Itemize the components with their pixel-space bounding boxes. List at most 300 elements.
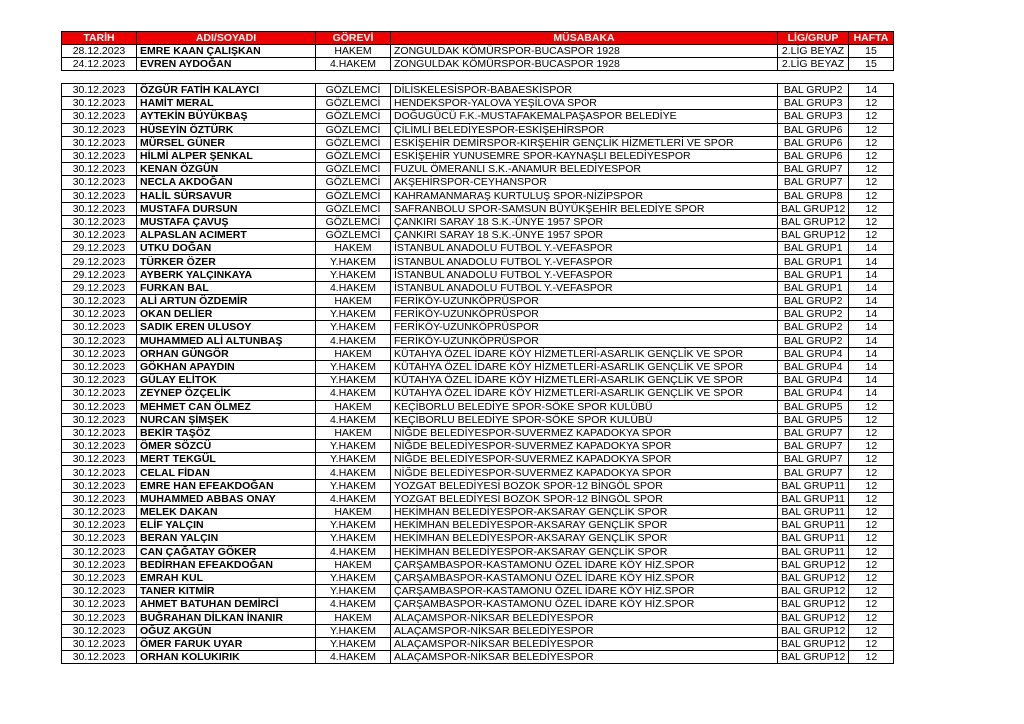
table-row: [62, 360, 894, 373]
date-cell: 30.12.2023: [62, 506, 137, 519]
role-cell: GÖZLEMCİ: [316, 189, 391, 202]
match-cell: NİĞDE BELEDİYESPOR-SUVERMEZ KAPADOKYA SPOR: [391, 440, 778, 453]
name-cell: AYTEKİN BÜYÜKBAŞ: [137, 110, 316, 123]
table-row: [62, 400, 894, 413]
date-cell: 30.12.2023: [62, 84, 137, 97]
week-cell: 12: [849, 229, 894, 242]
assignments-header-table: [61, 31, 894, 71]
match-cell: DOĞUGÜCÜ F.K.-MUSTAFAKEMALPAŞASPOR BELEDİYE: [391, 110, 778, 123]
header-row: [62, 32, 894, 45]
match-cell: ZONGULDAK KÖMÜRSPOR-BUCASPOR 1928: [391, 45, 778, 58]
match-cell: KEÇİBORLU BELEDİYE SPOR-SÖKE SPOR KULÜBÜ: [391, 413, 778, 426]
date-cell: 24.12.2023: [62, 58, 137, 71]
date-cell: 30.12.2023: [62, 136, 137, 149]
match-cell: HEKİMHAN BELEDİYESPOR-AKSARAY GENÇLİK SPOR: [391, 545, 778, 558]
role-cell: GÖZLEMCİ: [316, 229, 391, 242]
role-cell: GÖZLEMCİ: [316, 123, 391, 136]
lig-cell: BAL GRUP12: [778, 571, 849, 584]
table-row: [62, 308, 894, 321]
week-cell: 14: [849, 255, 894, 268]
role-cell: Y.HAKEM: [316, 308, 391, 321]
week-cell: 12: [849, 440, 894, 453]
name-cell: ORHAN KOLUKIRIK: [137, 651, 316, 664]
week-cell: 14: [849, 281, 894, 294]
name-cell: AYBERK YALÇINKAYA: [137, 268, 316, 281]
lig-cell: BAL GRUP11: [778, 545, 849, 558]
name-cell: EMRE KAAN ÇALIŞKAN: [137, 45, 316, 58]
name-cell: EMRE HAN EFEAKDOĞAN: [137, 479, 316, 492]
week-cell: 12: [849, 215, 894, 228]
lig-cell: BAL GRUP1: [778, 281, 849, 294]
table-row: [62, 84, 894, 97]
match-cell: HENDEKSPOR-YALOVA YEŞİLOVA SPOR: [391, 97, 778, 110]
week-cell: 12: [849, 97, 894, 110]
name-cell: HAMİT MERAL: [137, 97, 316, 110]
table-row: [62, 492, 894, 505]
role-cell: HAKEM: [316, 400, 391, 413]
week-cell: 12: [849, 585, 894, 598]
lig-cell: BAL GRUP1: [778, 268, 849, 281]
date-cell: 30.12.2023: [62, 387, 137, 400]
date-cell: 30.12.2023: [62, 440, 137, 453]
name-cell: TÜRKER ÖZER: [137, 255, 316, 268]
date-cell: 29.12.2023: [62, 268, 137, 281]
lig-cell: BAL GRUP5: [778, 413, 849, 426]
table-row: [62, 321, 894, 334]
name-cell: ALİ ARTUN ÖZDEMİR: [137, 295, 316, 308]
date-cell: 30.12.2023: [62, 651, 137, 664]
date-cell: 30.12.2023: [62, 585, 137, 598]
lig-cell: BAL GRUP2: [778, 321, 849, 334]
date-cell: 30.12.2023: [62, 545, 137, 558]
date-cell: 30.12.2023: [62, 466, 137, 479]
name-cell: NECLA AKDOĞAN: [137, 176, 316, 189]
date-cell: 28.12.2023: [62, 45, 137, 58]
date-cell: 29.12.2023: [62, 281, 137, 294]
lig-cell: BAL GRUP7: [778, 466, 849, 479]
table-row: [62, 637, 894, 650]
match-cell: ÇİLİMLİ BELEDİYESPOR-ESKİŞEHİRSPOR: [391, 123, 778, 136]
lig-cell: BAL GRUP12: [778, 624, 849, 637]
date-cell: 30.12.2023: [62, 492, 137, 505]
lig-cell: BAL GRUP12: [778, 229, 849, 242]
table-row: [62, 519, 894, 532]
match-cell: ALAÇAMSPOR-NİKSAR BELEDİYESPOR: [391, 651, 778, 664]
date-cell: 30.12.2023: [62, 110, 137, 123]
lig-cell: BAL GRUP4: [778, 360, 849, 373]
date-cell: 30.12.2023: [62, 321, 137, 334]
date-cell: 30.12.2023: [62, 637, 137, 650]
match-cell: ALAÇAMSPOR-NİKSAR BELEDİYESPOR: [391, 637, 778, 650]
table-row: [62, 242, 894, 255]
date-cell: 30.12.2023: [62, 453, 137, 466]
header-name: ADI/SOYADI: [137, 32, 316, 45]
role-cell: 4.HAKEM: [316, 387, 391, 400]
role-cell: 4.HAKEM: [316, 413, 391, 426]
date-cell: 30.12.2023: [62, 189, 137, 202]
match-cell: NİĞDE BELEDİYESPOR-SUVERMEZ KAPADOKYA SPOR: [391, 453, 778, 466]
role-cell: GÖZLEMCİ: [316, 136, 391, 149]
lig-cell: BAL GRUP3: [778, 110, 849, 123]
lig-cell: BAL GRUP4: [778, 387, 849, 400]
name-cell: ORHAN GÜNGÖR: [137, 347, 316, 360]
role-cell: Y.HAKEM: [316, 532, 391, 545]
week-cell: 14: [849, 387, 894, 400]
match-cell: YOZGAT BELEDİYESİ BOZOK SPOR-12 BİNGÖL SPOR: [391, 492, 778, 505]
name-cell: KENAN ÖZGÜN: [137, 163, 316, 176]
name-cell: UTKU DOĞAN: [137, 242, 316, 255]
week-cell: 12: [849, 466, 894, 479]
name-cell: BEDİRHAN EFEAKDOĞAN: [137, 558, 316, 571]
table-row: [62, 97, 894, 110]
role-cell: HAKEM: [316, 506, 391, 519]
table-row: [62, 545, 894, 558]
lig-cell: BAL GRUP12: [778, 637, 849, 650]
table-row: [62, 189, 894, 202]
match-cell: NİĞDE BELEDİYESPOR-SUVERMEZ KAPADOKYA SPOR: [391, 426, 778, 439]
name-cell: ELİF YALÇIN: [137, 519, 316, 532]
table-row: [62, 558, 894, 571]
name-cell: ÖMER SÖZCÜ: [137, 440, 316, 453]
week-cell: 12: [849, 149, 894, 162]
lig-cell: BAL GRUP11: [778, 479, 849, 492]
role-cell: HAKEM: [316, 426, 391, 439]
week-cell: 14: [849, 321, 894, 334]
week-cell: 15: [849, 45, 894, 58]
match-cell: ÇARŞAMBASPOR-KASTAMONU ÖZEL İDARE KÖY HİZ.SPOR: [391, 598, 778, 611]
role-cell: GÖZLEMCİ: [316, 163, 391, 176]
role-cell: HAKEM: [316, 558, 391, 571]
table-row: [62, 123, 894, 136]
date-cell: 30.12.2023: [62, 598, 137, 611]
table-row: [62, 295, 894, 308]
week-cell: 12: [849, 413, 894, 426]
table-row: [62, 281, 894, 294]
match-cell: ÇARŞAMBASPOR-KASTAMONU ÖZEL İDARE KÖY HİZ.SPOR: [391, 571, 778, 584]
week-cell: 12: [849, 637, 894, 650]
lig-cell: BAL GRUP2: [778, 295, 849, 308]
match-cell: KÜTAHYA ÖZEL İDARE KÖY HİZMETLERİ-ASARLIK GENÇLİK VE SPOR: [391, 347, 778, 360]
lig-cell: BAL GRUP12: [778, 558, 849, 571]
match-cell: KÜTAHYA ÖZEL İDARE KÖY HİZMETLERİ-ASARLIK GENÇLİK VE SPOR: [391, 387, 778, 400]
role-cell: 4.HAKEM: [316, 334, 391, 347]
table-row: [62, 651, 894, 664]
week-cell: 12: [849, 163, 894, 176]
date-cell: 30.12.2023: [62, 149, 137, 162]
week-cell: 14: [849, 334, 894, 347]
lig-cell: BAL GRUP7: [778, 426, 849, 439]
match-cell: FERİKÖY-UZUNKÖPRÜSPOR: [391, 308, 778, 321]
date-cell: 30.12.2023: [62, 215, 137, 228]
week-cell: 12: [849, 571, 894, 584]
lig-cell: BAL GRUP11: [778, 532, 849, 545]
lig-cell: BAL GRUP8: [778, 189, 849, 202]
lig-cell: BAL GRUP1: [778, 242, 849, 255]
role-cell: 4.HAKEM: [316, 281, 391, 294]
name-cell: HÜSEYİN ÖZTÜRK: [137, 123, 316, 136]
role-cell: 4.HAKEM: [316, 492, 391, 505]
week-cell: 12: [849, 400, 894, 413]
date-cell: 30.12.2023: [62, 611, 137, 624]
table-row: [62, 585, 894, 598]
role-cell: GÖZLEMCİ: [316, 176, 391, 189]
name-cell: SADIK EREN ULUSOY: [137, 321, 316, 334]
match-cell: ÇANKIRI SARAY 18 S.K.-ÜNYE 1957 SPOR: [391, 215, 778, 228]
lig-cell: BAL GRUP7: [778, 453, 849, 466]
date-cell: 30.12.2023: [62, 624, 137, 637]
week-cell: 12: [849, 110, 894, 123]
header-week: HAFTA: [849, 32, 894, 45]
date-cell: 30.12.2023: [62, 334, 137, 347]
lig-cell: BAL GRUP11: [778, 492, 849, 505]
name-cell: OĞUZ AKGÜN: [137, 624, 316, 637]
week-cell: 12: [849, 558, 894, 571]
lig-cell: BAL GRUP11: [778, 519, 849, 532]
name-cell: EVREN AYDOĞAN: [137, 58, 316, 71]
table-row: [62, 440, 894, 453]
week-cell: 12: [849, 532, 894, 545]
role-cell: HAKEM: [316, 347, 391, 360]
match-cell: NİĞDE BELEDİYESPOR-SUVERMEZ KAPADOKYA SPOR: [391, 466, 778, 479]
role-cell: Y.HAKEM: [316, 585, 391, 598]
table-row: [62, 163, 894, 176]
match-cell: ALAÇAMSPOR-NİKSAR BELEDİYESPOR: [391, 624, 778, 637]
match-cell: FERİKÖY-UZUNKÖPRÜSPOR: [391, 295, 778, 308]
role-cell: 4.HAKEM: [316, 598, 391, 611]
week-cell: 12: [849, 598, 894, 611]
match-cell: HEKİMHAN BELEDİYESPOR-AKSARAY GENÇLİK SPOR: [391, 532, 778, 545]
match-cell: İSTANBUL ANADOLU FUTBOL Y.-VEFASPOR: [391, 242, 778, 255]
role-cell: 4.HAKEM: [316, 466, 391, 479]
role-cell: GÖZLEMCİ: [316, 84, 391, 97]
role-cell: HAKEM: [316, 45, 391, 58]
role-cell: HAKEM: [316, 242, 391, 255]
role-cell: Y.HAKEM: [316, 519, 391, 532]
lig-cell: BAL GRUP3: [778, 97, 849, 110]
lig-cell: BAL GRUP4: [778, 347, 849, 360]
date-cell: 30.12.2023: [62, 202, 137, 215]
lig-cell: 2.LİG BEYAZ: [778, 58, 849, 71]
date-cell: 30.12.2023: [62, 295, 137, 308]
date-cell: 30.12.2023: [62, 308, 137, 321]
table-row: [62, 136, 894, 149]
name-cell: ZEYNEP ÖZÇELİK: [137, 387, 316, 400]
week-cell: 12: [849, 202, 894, 215]
week-cell: 14: [849, 374, 894, 387]
header-match: MÜSABAKA: [391, 32, 778, 45]
role-cell: Y.HAKEM: [316, 637, 391, 650]
name-cell: BUĞRAHAN DİLKAN İNANIR: [137, 611, 316, 624]
date-cell: 30.12.2023: [62, 360, 137, 373]
table-row: [62, 215, 894, 228]
match-cell: AKŞEHİRSPOR-CEYHANSPOR: [391, 176, 778, 189]
week-cell: 12: [849, 426, 894, 439]
week-cell: 12: [849, 624, 894, 637]
match-cell: DİLİSKELESİSPOR-BABAESKİSPOR: [391, 84, 778, 97]
table-row: [62, 598, 894, 611]
name-cell: MERT TEKGÜL: [137, 453, 316, 466]
table-row: [62, 624, 894, 637]
match-cell: FUZUL ÖMERANLI S.K.-ANAMUR BELEDİYESPOR: [391, 163, 778, 176]
week-cell: 14: [849, 308, 894, 321]
role-cell: Y.HAKEM: [316, 453, 391, 466]
table-row: [62, 149, 894, 162]
date-cell: 30.12.2023: [62, 123, 137, 136]
table-row: [62, 426, 894, 439]
table-row: [62, 255, 894, 268]
name-cell: GÜLAY ELİTOK: [137, 374, 316, 387]
lig-cell: 2.LİG BEYAZ: [778, 45, 849, 58]
lig-cell: BAL GRUP1: [778, 255, 849, 268]
lig-cell: BAL GRUP7: [778, 440, 849, 453]
lig-cell: BAL GRUP4: [778, 374, 849, 387]
date-cell: 30.12.2023: [62, 347, 137, 360]
name-cell: OKAN DELİER: [137, 308, 316, 321]
week-cell: 14: [849, 268, 894, 281]
lig-cell: BAL GRUP12: [778, 202, 849, 215]
table-row: [62, 611, 894, 624]
name-cell: AHMET BATUHAN DEMİRCİ: [137, 598, 316, 611]
week-cell: 12: [849, 479, 894, 492]
role-cell: 4.HAKEM: [316, 58, 391, 71]
lig-cell: BAL GRUP12: [778, 585, 849, 598]
match-cell: ZONGULDAK KÖMÜRSPOR-BUCASPOR 1928: [391, 58, 778, 71]
name-cell: ALPASLAN ACIMERT: [137, 229, 316, 242]
lig-cell: BAL GRUP7: [778, 176, 849, 189]
week-cell: 12: [849, 611, 894, 624]
lig-cell: BAL GRUP12: [778, 651, 849, 664]
week-cell: 12: [849, 176, 894, 189]
match-cell: KÜTAHYA ÖZEL İDARE KÖY HİZMETLERİ-ASARLIK GENÇLİK VE SPOR: [391, 374, 778, 387]
lig-cell: BAL GRUP6: [778, 136, 849, 149]
role-cell: HAKEM: [316, 295, 391, 308]
name-cell: CAN ÇAĞATAY GÖKER: [137, 545, 316, 558]
week-cell: 12: [849, 136, 894, 149]
lig-cell: BAL GRUP11: [778, 506, 849, 519]
week-cell: 12: [849, 189, 894, 202]
header-lig: LİG/GRUP: [778, 32, 849, 45]
table-row: [62, 466, 894, 479]
name-cell: ÖZGÜR FATİH KALAYCI: [137, 84, 316, 97]
match-cell: FERİKÖY-UZUNKÖPRÜSPOR: [391, 321, 778, 334]
match-cell: İSTANBUL ANADOLU FUTBOL Y.-VEFASPOR: [391, 281, 778, 294]
role-cell: 4.HAKEM: [316, 545, 391, 558]
assignments-table: [61, 83, 894, 664]
table-row: [62, 453, 894, 466]
week-cell: 12: [849, 453, 894, 466]
name-cell: EMRAH KUL: [137, 571, 316, 584]
role-cell: Y.HAKEM: [316, 571, 391, 584]
week-cell: 14: [849, 242, 894, 255]
week-cell: 12: [849, 506, 894, 519]
role-cell: HAKEM: [316, 611, 391, 624]
table-row: [62, 229, 894, 242]
date-cell: 30.12.2023: [62, 400, 137, 413]
date-cell: 30.12.2023: [62, 532, 137, 545]
lig-cell: BAL GRUP6: [778, 123, 849, 136]
week-cell: 14: [849, 84, 894, 97]
week-cell: 14: [849, 295, 894, 308]
table-row: [62, 58, 894, 71]
name-cell: BERAN YALÇIN: [137, 532, 316, 545]
name-cell: MEHMET CAN ÖLMEZ: [137, 400, 316, 413]
name-cell: HİLMİ ALPER ŞENKAL: [137, 149, 316, 162]
match-cell: ÇARŞAMBASPOR-KASTAMONU ÖZEL İDARE KÖY HİZ.SPOR: [391, 585, 778, 598]
match-cell: KAHRAMANMARAŞ KURTULUŞ SPOR-NİZİPSPOR: [391, 189, 778, 202]
week-cell: 12: [849, 123, 894, 136]
match-cell: YOZGAT BELEDİYESİ BOZOK SPOR-12 BİNGÖL SPOR: [391, 479, 778, 492]
role-cell: Y.HAKEM: [316, 268, 391, 281]
header-date: TARİH: [62, 32, 137, 45]
match-cell: ESKİŞEHİR YUNUSEMRE SPOR-KAYNAŞLI BELEDİYESPOR: [391, 149, 778, 162]
name-cell: HALİL SÜRSAVUR: [137, 189, 316, 202]
role-cell: GÖZLEMCİ: [316, 97, 391, 110]
match-cell: SAFRANBOLU SPOR-SAMSUN BÜYÜKŞEHİR BELEDİYE SPOR: [391, 202, 778, 215]
lig-cell: BAL GRUP12: [778, 598, 849, 611]
role-cell: 4.HAKEM: [316, 651, 391, 664]
date-cell: 30.12.2023: [62, 229, 137, 242]
role-cell: Y.HAKEM: [316, 440, 391, 453]
name-cell: TANER KITMİR: [137, 585, 316, 598]
match-cell: ALAÇAMSPOR-NİKSAR BELEDİYESPOR: [391, 611, 778, 624]
match-cell: ÇARŞAMBASPOR-KASTAMONU ÖZEL İDARE KÖY HİZ.SPOR: [391, 558, 778, 571]
date-cell: 30.12.2023: [62, 558, 137, 571]
name-cell: CELAL FİDAN: [137, 466, 316, 479]
role-cell: Y.HAKEM: [316, 624, 391, 637]
lig-cell: BAL GRUP12: [778, 611, 849, 624]
table-row: [62, 387, 894, 400]
name-cell: BEKİR TAŞÖZ: [137, 426, 316, 439]
week-cell: 14: [849, 347, 894, 360]
match-cell: ESKİŞEHİR DEMİRSPOR-KIRŞEHİR GENÇLİK HİZMETLERİ VE SPOR: [391, 136, 778, 149]
name-cell: MÜRSEL GÜNER: [137, 136, 316, 149]
table-row: [62, 45, 894, 58]
match-cell: KÜTAHYA ÖZEL İDARE KÖY HİZMETLERİ-ASARLIK GENÇLİK VE SPOR: [391, 360, 778, 373]
lig-cell: BAL GRUP2: [778, 84, 849, 97]
role-cell: GÖZLEMCİ: [316, 215, 391, 228]
lig-cell: BAL GRUP5: [778, 400, 849, 413]
name-cell: FURKAN BAL: [137, 281, 316, 294]
name-cell: MUHAMMED ALİ ALTUNBAŞ: [137, 334, 316, 347]
table-row: [62, 506, 894, 519]
header-role: GÖREVİ: [316, 32, 391, 45]
name-cell: GÖKHAN APAYDIN: [137, 360, 316, 373]
table-row: [62, 532, 894, 545]
date-cell: 30.12.2023: [62, 571, 137, 584]
week-cell: 12: [849, 519, 894, 532]
date-cell: 30.12.2023: [62, 374, 137, 387]
date-cell: 30.12.2023: [62, 413, 137, 426]
name-cell: MELEK DAKAN: [137, 506, 316, 519]
role-cell: Y.HAKEM: [316, 479, 391, 492]
match-cell: ÇANKIRI SARAY 18 S.K.-ÜNYE 1957 SPOR: [391, 229, 778, 242]
table-row: [62, 347, 894, 360]
role-cell: Y.HAKEM: [316, 321, 391, 334]
table-row: [62, 413, 894, 426]
name-cell: MUSTAFA ÇAVUŞ: [137, 215, 316, 228]
table-row: [62, 110, 894, 123]
lig-cell: BAL GRUP6: [778, 149, 849, 162]
lig-cell: BAL GRUP2: [778, 334, 849, 347]
table-row: [62, 202, 894, 215]
role-cell: Y.HAKEM: [316, 255, 391, 268]
role-cell: GÖZLEMCİ: [316, 110, 391, 123]
name-cell: ÖMER FARUK UYAR: [137, 637, 316, 650]
week-cell: 12: [849, 492, 894, 505]
match-cell: İSTANBUL ANADOLU FUTBOL Y.-VEFASPOR: [391, 255, 778, 268]
week-cell: 12: [849, 651, 894, 664]
table-row: [62, 479, 894, 492]
